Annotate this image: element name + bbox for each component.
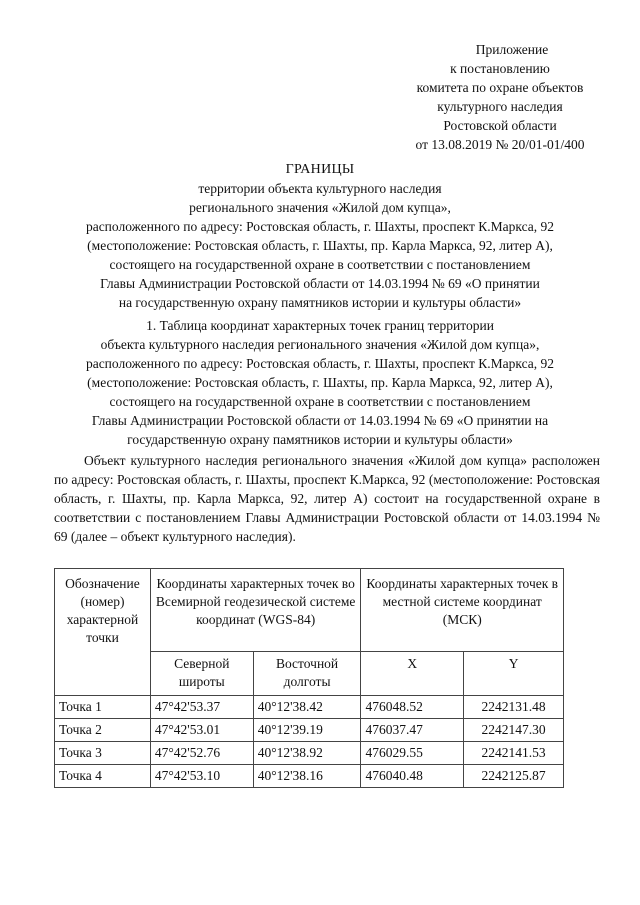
cell-point: Точка 1 [55, 696, 151, 719]
cell-north: 47°42'52.76 [150, 742, 253, 765]
cell-x: 476037.47 [361, 719, 464, 742]
cell-east: 40°12'39.19 [253, 719, 361, 742]
annex-header [330, 40, 640, 154]
table-row [55, 719, 564, 742]
cell-north: 47°42'53.10 [150, 765, 253, 788]
annex-line: Приложение [475, 42, 549, 57]
cell-y: 2242131.48 [464, 696, 564, 719]
table-caption [30, 316, 610, 449]
title-line: (местоположение: Ростовская область, г. Шахты, пр. Карла Маркса, 92, литер А), [87, 238, 553, 253]
cell-y: 2242141.53 [464, 742, 564, 765]
annex-line: Ростовской области [443, 118, 557, 133]
cell-east: 40°12'38.16 [253, 765, 361, 788]
caption-line: состоящего на государственной охране в соответствии с постановлением [109, 394, 531, 409]
table-row [55, 742, 564, 765]
title-line: территории объекта культурного наследия [198, 181, 442, 196]
cell-y: 2242125.87 [464, 765, 564, 788]
cell-y: 2242147.30 [464, 719, 564, 742]
table-row [55, 765, 564, 788]
subheader-east: Восточной долготы [253, 652, 361, 696]
coordinates-table [54, 568, 564, 788]
title-heading: ГРАНИЦЫ [285, 162, 355, 177]
header-wgs: Координаты характерных точек во Всемирной геодезической системе координат (WGS-84) [150, 569, 361, 652]
title-line: регионального значения «Жилой дом купца», [189, 200, 451, 215]
header-msk: Координаты характерных точек в местной системе координат (МСК) [361, 569, 564, 652]
title-line: состоящего на государственной охране в соответствии с постановлением [109, 257, 531, 272]
subheader-x: X [361, 652, 464, 696]
title-line: расположенного по адресу: Ростовская область, г. Шахты, проспект К.Маркса, 92 [85, 219, 555, 234]
cell-x: 476029.55 [361, 742, 464, 765]
cell-x: 476040.48 [361, 765, 464, 788]
header-point: Обозначение (номер) характерной точки [55, 569, 151, 696]
title-line: на государственную охрану памятников истории и культуры области» [118, 295, 522, 310]
cell-x: 476048.52 [361, 696, 464, 719]
cell-north: 47°42'53.37 [150, 696, 253, 719]
caption-line: Главы Администрации Ростовской области от 14.03.1994 № 69 «О принятии на [91, 413, 549, 428]
cell-point: Точка 3 [55, 742, 151, 765]
annex-line: от 13.08.2019 № 20/01-01/400 [415, 137, 585, 152]
subheader-y: Y [464, 652, 564, 696]
caption-line: государственную охрану памятников истории и культуры области» [127, 432, 513, 447]
cell-point: Точка 4 [55, 765, 151, 788]
title-line: Главы Администрации Ростовской области от 14.03.1994 № 69 «О принятии [100, 276, 540, 291]
annex-line: к постановлению [450, 61, 550, 76]
subheader-north: Северной широты [150, 652, 253, 696]
cell-east: 40°12'38.92 [253, 742, 361, 765]
annex-line: культурного наследия [437, 99, 563, 114]
cell-point: Точка 2 [55, 719, 151, 742]
description-paragraph: Объект культурного наследия регионального значения «Жилой дом купца» расположен по адресу: Ростовская область, г. Шахты, проспект К.Маркса, 92 (местоположение: Ростовская область, г. Шахты, пр. Карла Маркса, 92, литер А) состоит на государственной охране в соответствии с постановлением Главы Администрации Ростовской области от 14.03.1994 № 69 (далее – объект культурного наследия). [54, 453, 600, 544]
document-title [30, 160, 610, 312]
cell-east: 40°12'38.42 [253, 696, 361, 719]
table-row [55, 696, 564, 719]
caption-line: 1. Таблица координат характерных точек границ территории [146, 318, 494, 333]
caption-line: расположенного по адресу: Ростовская область, г. Шахты, проспект К.Маркса, 92 [85, 356, 555, 371]
annex-line: комитета по охране объектов [416, 80, 584, 95]
caption-line: объекта культурного наследия регионального значения «Жилой дом купца», [100, 337, 540, 352]
caption-line: (местоположение: Ростовская область, г. Шахты, пр. Карла Маркса, 92, литер А), [87, 375, 553, 390]
cell-north: 47°42'53.01 [150, 719, 253, 742]
